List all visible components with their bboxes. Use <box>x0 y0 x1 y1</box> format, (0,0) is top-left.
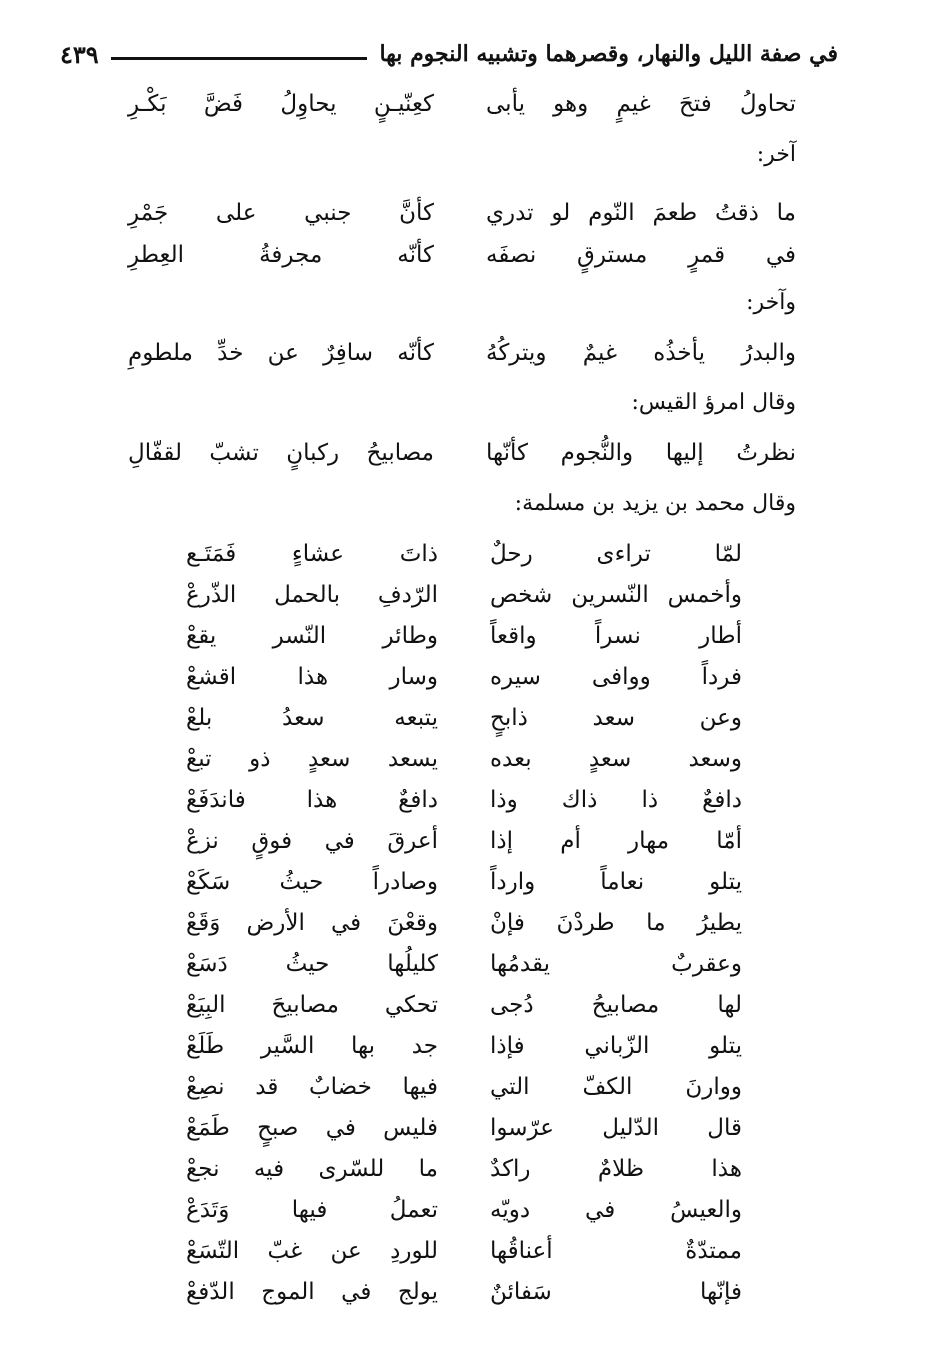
verse-line <box>0 333 936 373</box>
page-number: ٤٣٩ <box>60 39 99 69</box>
prose-line: وآخر: <box>746 290 796 315</box>
poem-verse <box>0 575 936 615</box>
verse-second-hemistich: كعِنّيـنٍ يحاوِلُ فَضَّ بَكْـرِ <box>128 91 434 117</box>
poem-verse <box>0 739 936 779</box>
verse-second-hemistich: ذاتَ عشاءٍ فَمَتَـع <box>186 541 438 567</box>
verse-second-hemistich: أعرقَ في فوقٍ نزعْ <box>186 828 438 854</box>
verse-second-hemistich: وصادراً حيثُ سَكَعْ <box>186 869 438 895</box>
prose-line: وقال محمد بن يزيد بن مسلمة: <box>514 491 796 516</box>
verse-second-hemistich: فيها خضابٌ قد نصِعْ <box>186 1074 438 1100</box>
verse-second-hemistich: الرّدفِ بالحمل الذّرعْ <box>186 582 438 608</box>
verse-first-hemistich: هذا ظلامٌ راكدٌ <box>490 1156 742 1182</box>
verse-second-hemistich: يولج في الموج الدّفعْ <box>186 1279 438 1305</box>
verse-first-hemistich: وعقربٌ يقدمُها <box>490 951 742 977</box>
verse-first-hemistich: تحاولُ فتحَ غيمٍ وهو يأبى <box>486 91 796 117</box>
verse-first-hemistich: دافعٌ ذا ذاك وذا <box>490 787 742 813</box>
verse-first-hemistich: نظرتُ إليها والنُّجوم كأنّها <box>486 440 796 466</box>
verse-second-hemistich: كأنّه مجرفةُ العِطرِ <box>128 242 434 268</box>
verse-line <box>0 193 936 233</box>
verse-second-hemistich: كأنّه سافِرٌ عن خدِّ ملطومِ <box>128 340 434 366</box>
poem-verse <box>0 985 936 1025</box>
verse-second-hemistich: دافعٌ هذا فاندَفَعْ <box>186 787 438 813</box>
verse-second-hemistich: يسعد سعدٍ ذو تبعْ <box>186 746 438 772</box>
verse-first-hemistich: أطار نسراً واقعاً <box>490 623 742 649</box>
verse-line <box>0 84 936 124</box>
verse-first-hemistich: يتلو نعاماً وارداً <box>490 869 742 895</box>
poem-verse <box>0 657 936 697</box>
poem-verse <box>0 1067 936 1107</box>
poem-verse <box>0 780 936 820</box>
prose-line: وقال امرؤ القيس: <box>631 390 796 415</box>
verse-first-hemistich: ممتدّةٌ أعناقُها <box>490 1238 742 1264</box>
poem-verse <box>0 534 936 574</box>
verse-line <box>0 235 936 275</box>
poem-verse <box>0 1026 936 1066</box>
verse-second-hemistich: كليلُها حيثُ دَسَعْ <box>186 951 438 977</box>
verse-second-hemistich: فليس في صبحٍ طَمَعْ <box>186 1115 438 1141</box>
verse-first-hemistich: وأخمس النّسرين شخص <box>490 582 742 608</box>
verse-line <box>0 433 936 473</box>
verse-first-hemistich: فإنّها سَفائنٌ <box>490 1279 742 1305</box>
poem-verse <box>0 1190 936 1230</box>
poem-verse <box>0 1231 936 1271</box>
poem-verse <box>0 616 936 656</box>
verse-second-hemistich: مصابيحُ ركبانٍ تشبّ لقفّالِ <box>128 440 434 466</box>
verse-second-hemistich: تحكي مصابيحَ البِيَعْ <box>186 992 438 1018</box>
verse-first-hemistich: وسعد سعدٍ بعده <box>490 746 742 772</box>
verse-first-hemistich: يتلو الزّباني فإذا <box>490 1033 742 1059</box>
verse-second-hemistich: تعملُ فيها وَتَدَعْ <box>186 1197 438 1223</box>
verse-second-hemistich: جد بها السَّير طَلَعْ <box>186 1033 438 1059</box>
verse-first-hemistich: ما ذقتُ طعمَ النّوم لو تدري <box>486 200 796 226</box>
poem-verse <box>0 1149 936 1189</box>
verse-first-hemistich: يطيرُ ما طردْنَ فإنْ <box>490 910 742 936</box>
verse-first-hemistich: وعن سعد ذابحٍ <box>490 705 742 731</box>
poem-verse <box>0 821 936 861</box>
verse-second-hemistich: ما للسّرى فيه نجعْ <box>186 1156 438 1182</box>
verse-first-hemistich: والبدرُ يأخذُه غيمٌ ويتركُهُ <box>486 340 796 366</box>
verse-second-hemistich: يتبعه سعدُ بلعْ <box>186 705 438 731</box>
prose-line: آخر: <box>756 142 796 167</box>
verse-second-hemistich: كأنَّ جنبي على جَمْرِ <box>128 200 434 226</box>
verse-first-hemistich: والعيسُ في دويّه <box>490 1197 742 1223</box>
poem-verse <box>0 698 936 738</box>
poem-verse <box>0 903 936 943</box>
running-title: في صفة الليل والنهار، وقصرهما وتشبيه النجوم بها <box>379 41 838 67</box>
verse-first-hemistich: في قمرٍ مسترقٍ نصفَه <box>486 242 796 268</box>
poem-verse <box>0 1272 936 1312</box>
page-header <box>60 34 838 74</box>
verse-second-hemistich: وقعْنَ في الأرض وَقَعْ <box>186 910 438 936</box>
poem-verse <box>0 862 936 902</box>
verse-second-hemistich: للوردِ عن غبّ التّسَعْ <box>186 1238 438 1264</box>
poem-verse <box>0 944 936 984</box>
header-rule <box>111 57 368 60</box>
verse-first-hemistich: لمّا تراءى رحلٌ <box>490 541 742 567</box>
verse-first-hemistich: قال الدّليل عرّسوا <box>490 1115 742 1141</box>
poem-verse <box>0 1108 936 1148</box>
verse-first-hemistich: أمّا مهار أم إذا <box>490 828 742 854</box>
verse-first-hemistich: لها مصابيحُ دُجى <box>490 992 742 1018</box>
verse-second-hemistich: وسار هذا اقشعْ <box>186 664 438 690</box>
verse-first-hemistich: فرداً ووافى سيره <box>490 664 742 690</box>
verse-second-hemistich: وطائر النّسر يقعْ <box>186 623 438 649</box>
verse-first-hemistich: ووارنَ الكفّ التي <box>490 1074 742 1100</box>
